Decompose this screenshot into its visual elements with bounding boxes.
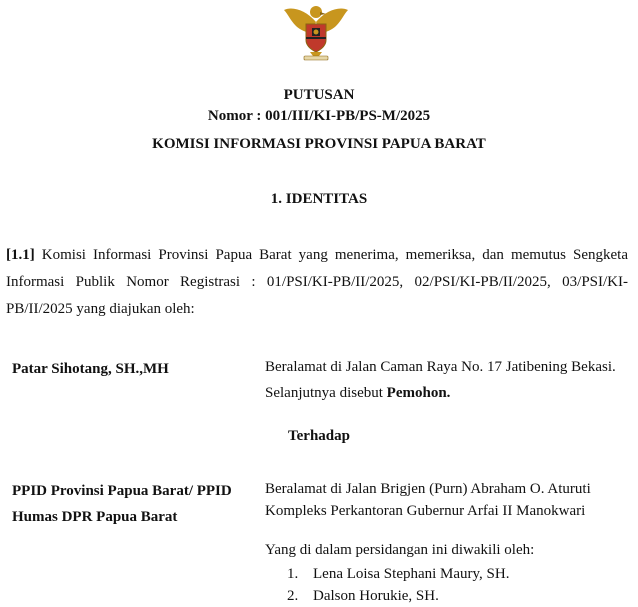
representatives-list (287, 563, 510, 607)
list-item: 1. Lena Loisa Stephani Maury, SH. (287, 566, 510, 582)
respondent-name: PPID Provinsi Papua Barat/ PPID Humas DPR Papua Barat (12, 483, 232, 525)
applicant-address-block (265, 354, 635, 406)
respondent-address: Beralamat di Jalan Brigjen (Purn) Abraham O. Aturuti Kompleks Perkantoran Gubernur Arfai II Manokwari (265, 481, 591, 519)
applicant-name: Patar Sihotang, SH.,MH (12, 361, 169, 377)
paragraph-text: Komisi Informasi Provinsi Papua Barat yang menerima, memeriksa, dan memutus Sengketa Informasi Publik Nomor Registrasi : 01/PSI/KI-PB/II/2025, 02/PSI/KI-PB/II/2025, 03/PSI/KI-PB/II/2025 yang diajukan oleh: (6, 247, 628, 317)
applicant-role: Pemohon. (386, 385, 451, 401)
represented-label: Yang di dalam persidangan ini diwakili oleh: (265, 542, 535, 558)
applicant-referred: Selanjutnya disebut Pemohon. (265, 385, 451, 401)
versus-label: Terhadap (288, 428, 350, 444)
applicant-address: Beralamat di Jalan Caman Raya No. 17 Jatibening Bekasi. (265, 359, 616, 375)
document-title: PUTUSAN (283, 87, 355, 103)
section-heading: 1. IDENTITAS (270, 191, 368, 207)
institution-name: KOMISI INFORMASI PROVINSI PAPUA BARAT (152, 136, 486, 152)
paragraph-ref: [1.1] (6, 247, 35, 263)
garuda-emblem-icon (282, 0, 350, 64)
document-number: Nomor : 001/III/KI-PB/PS-M/2025 (207, 108, 431, 124)
list-item: 2. Dalson Horukie, SH. (287, 588, 439, 604)
intro-paragraph (6, 242, 628, 323)
